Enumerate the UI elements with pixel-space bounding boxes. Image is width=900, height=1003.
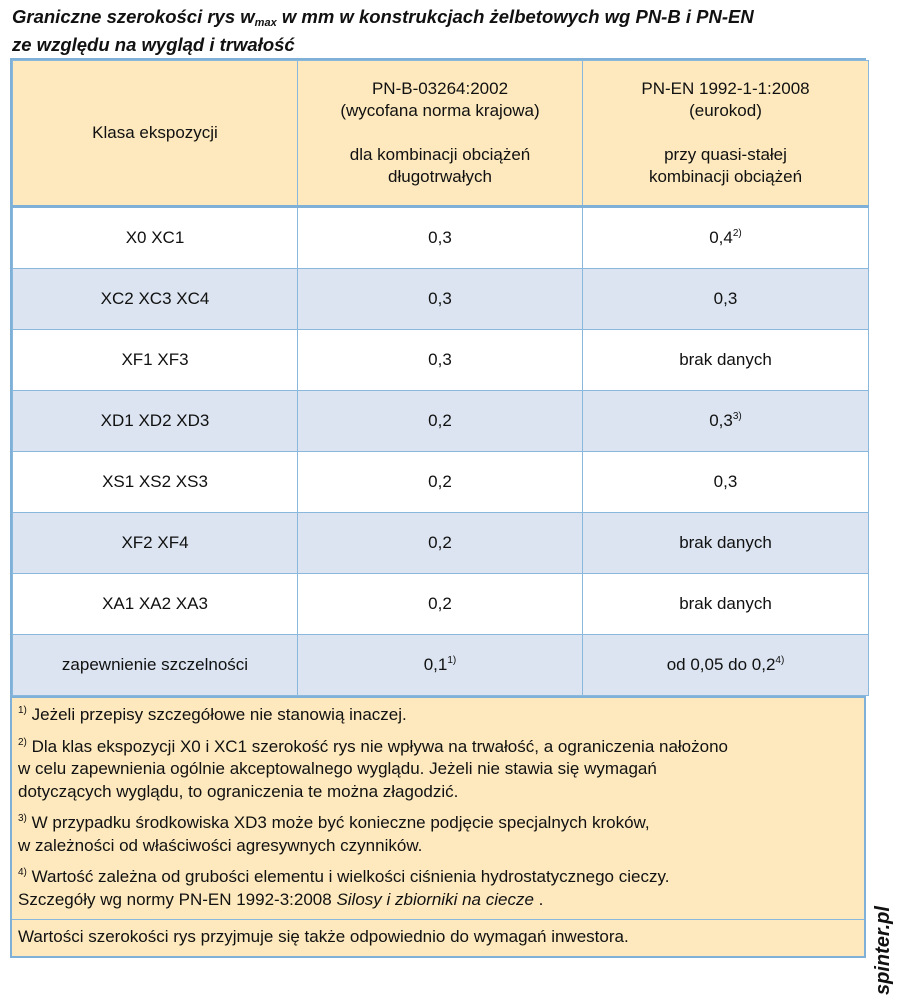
watermark: spinter.pl: [872, 906, 894, 995]
table-row: [13, 452, 869, 513]
table-row: [13, 207, 869, 269]
bottom-note: Wartości szerokości rys przyjmuje się także odpowiednio do wymagań inwestora.: [12, 919, 864, 956]
cell-pnb-value: 0,3: [298, 330, 583, 391]
table-header-row: [13, 61, 869, 207]
cell-exposure-class: XA1 XA2 XA3: [13, 574, 298, 635]
cell-pnen-value: 0,3: [583, 269, 869, 330]
cell-pnb-value: 0,3: [298, 269, 583, 330]
page-title: [12, 6, 872, 56]
footnotes: [12, 696, 864, 919]
cell-exposure-class: zapewnienie szczelności: [13, 635, 298, 696]
cell-pnb-value: 0,2: [298, 452, 583, 513]
cell-pnb-value: 0,2: [298, 513, 583, 574]
title-text-cont: w mm w konstrukcjach żelbetowych wg PN-B i PN-EN: [276, 6, 754, 27]
table-row: [13, 574, 869, 635]
data-table: [12, 60, 869, 696]
cell-exposure-class: XC2 XC3 XC4: [13, 269, 298, 330]
title-text: Graniczne szerokości rys w: [12, 6, 255, 27]
crack-width-table: [10, 58, 866, 958]
cell-pnb-value: 0,2: [298, 574, 583, 635]
table-row: [13, 269, 869, 330]
cell-pnen-value: 0,4$^{2)}$: [583, 207, 869, 269]
cell-exposure-class: XF2 XF4: [13, 513, 298, 574]
cell-pnb-value: 0,1$^{1)}$: [298, 635, 583, 696]
table-row: [13, 391, 869, 452]
cell-exposure-class: X0 XC1: [13, 207, 298, 269]
header-pnb: PN-B-03264:2002 (wycofana norma krajowa) dla kombinacji obciążeń długotrwałych: [298, 61, 583, 207]
cell-exposure-class: XF1 XF3: [13, 330, 298, 391]
cell-exposure-class: XS1 XS2 XS3: [13, 452, 298, 513]
footnote-1: $^{1)}$ Jeżeli przepisy szczegółowe nie stanowią inaczej.: [18, 705, 407, 724]
table-row: [13, 513, 869, 574]
cell-pnen-value: brak danych: [583, 513, 869, 574]
cell-pnen-value: brak danych: [583, 330, 869, 391]
footnote-3: $^{3)}$ W przypadku środkowiska XD3 może być konieczne podjęcie specjalnych kroków, w zależności od właściwości agresywnych czynników.: [18, 813, 650, 855]
footnote-2: $^{2)}$ Dla klas ekspozycji X0 i XC1 szerokość rys nie wpływa na trwałość, a ograniczenia nałożono w celu zapewnienia ogólnie akceptowalnego wyglądu. Jeżeli nie stawia się wymagań dotyczących wyglądu, to ograniczenia te można złagodzić.: [18, 736, 728, 801]
header-pnen: PN-EN 1992-1-1:2008 (eurokod) przy quasi-stałej kombinacji obciążeń: [583, 61, 869, 207]
table-row: [13, 330, 869, 391]
cell-pnb-value: 0,3: [298, 207, 583, 269]
table-row: [13, 635, 869, 696]
footnote-4: $^{4)}$ Wartość zależna od grubości elementu i wielkości ciśnienia hydrostatycznego cieczy. Szczegóły wg normy PN-EN 1992-3:2008 Silosy i zbiorniki na ciecze .: [18, 867, 670, 909]
title-line2: ze względu na wygląd i trwałość: [12, 34, 295, 55]
cell-pnen-value: 0,3$^{3)}$: [583, 391, 869, 452]
title-subscript: max: [254, 17, 277, 29]
header-exposure-class: Klasa ekspozycji: [13, 61, 298, 207]
cell-pnb-value: 0,2: [298, 391, 583, 452]
cell-exposure-class: XD1 XD2 XD3: [13, 391, 298, 452]
cell-pnen-value: 0,3: [583, 452, 869, 513]
cell-pnen-value: od 0,05 do 0,2$^{4)}$: [583, 635, 869, 696]
cell-pnen-value: brak danych: [583, 574, 869, 635]
